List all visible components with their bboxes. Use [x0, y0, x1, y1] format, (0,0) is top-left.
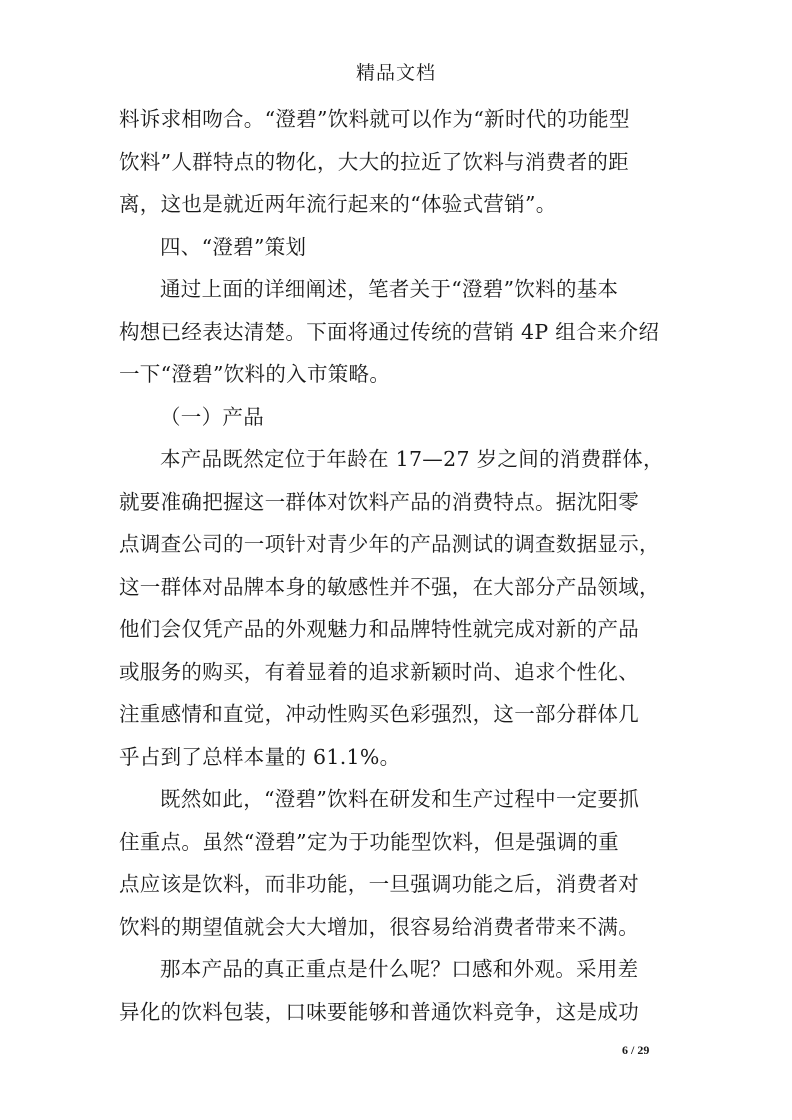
text-line: 注重感情和直觉，冲动性购买色彩强烈，这一部分群体几 [119, 702, 639, 726]
text-line: 料诉求相吻合。“澄碧”饮料就可以作为“新时代的功能型 [119, 107, 630, 131]
text-line: 乎占到了总样本量的 61.1%。 [119, 744, 401, 769]
section-heading: 四、“澄碧”策划 [160, 234, 307, 259]
text-line: 点应该是饮料，而非功能，一旦强调功能之后，消费者对 [119, 872, 639, 896]
text-line: 饮料”人群特点的物化，大大的拉近了饮料与消费者的距 [119, 149, 629, 174]
text-line: 这一群体对品牌本身的敏感性并不强，在大部分产品领域， [119, 574, 660, 599]
text-line: 那本产品的真正重点是什么呢？口感和外观。采用差 [160, 957, 639, 981]
text-line: 一下“澄碧”饮料的入市策略。 [119, 362, 391, 386]
text-line: 点调查公司的一项针对青少年的产品测试的调查数据显示， [119, 532, 660, 556]
text-line: 或服务的购买，有着显着的追求新颖时尚、追求个性化、 [119, 659, 639, 684]
text-line: 通过上面的详细阐述，笔者关于“澄碧”饮料的基本 [160, 277, 619, 301]
page-number: 6 / 29 [622, 1043, 650, 1057]
subsection-heading: （一）产品 [160, 404, 264, 429]
text-line: 异化的饮料包装，口味要能够和普通饮料竞争，这是成功 [119, 999, 639, 1024]
text-line: 住重点。虽然“澄碧”定为于功能型饮料，但是强调的重 [119, 829, 619, 854]
text-line: 饮料的期望值就会大大增加，很容易给消费者带来不满。 [119, 914, 639, 939]
text-line: 既然如此，“澄碧”饮料在研发和生产过程中一定要抓 [160, 787, 640, 811]
text-line: 就要准确把握这一群体对饮料产品的消费特点。据沈阳零 [119, 489, 639, 514]
page-header: 精品文档 [355, 62, 436, 84]
document-body [119, 98, 667, 1033]
text-line: 他们会仅凭产品的外观魅力和品牌特性就完成对新的产品 [119, 617, 639, 641]
text-line: 构想已经表达清楚。下面将通过传统的营销 4P 组合来介绍 [119, 319, 660, 344]
text-line: 离，这也是就近两年流行起来的“体验式营销”。 [119, 192, 557, 216]
text-line: 本产品既然定位于年龄在 17—27 岁之间的消费群体， [160, 447, 664, 471]
